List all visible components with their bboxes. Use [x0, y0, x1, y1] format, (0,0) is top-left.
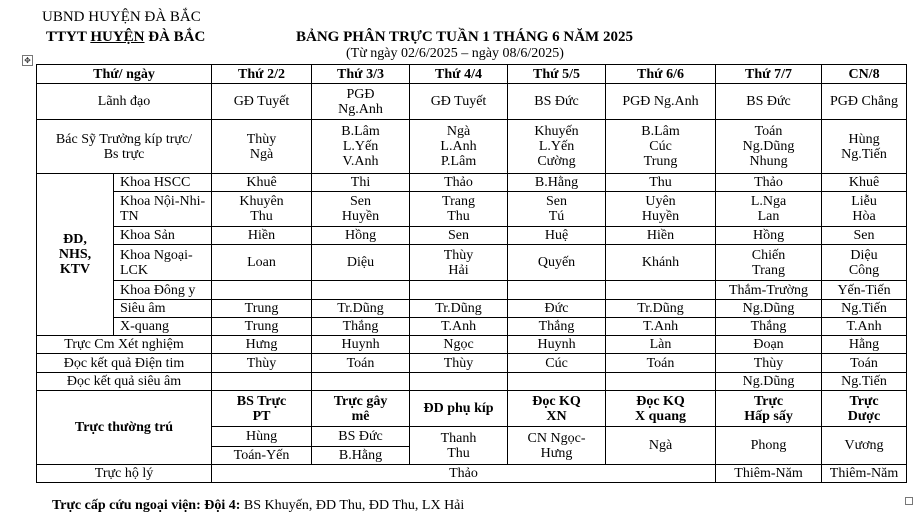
leadership-cell — [508, 84, 606, 120]
nursing-cell-line: T.Anh — [642, 319, 679, 334]
doc-kq-xn-cell — [508, 427, 606, 465]
nursing-cell — [508, 300, 606, 318]
leadership-cell-line: Ng.Anh — [338, 101, 383, 117]
resident-header — [716, 391, 822, 427]
nursing-cell — [822, 281, 907, 300]
nursing-cell — [212, 300, 312, 318]
nursing-cell-line: Ng.Dũng — [742, 301, 795, 316]
doctors-cell-line: Toán — [754, 124, 783, 139]
nursing-cell-line: Tú — [548, 209, 565, 224]
nursing-cell-line: Sen — [448, 228, 470, 243]
leadership-cell — [822, 84, 907, 120]
service-cell: Toán — [312, 354, 410, 373]
nursing-cell — [312, 174, 410, 192]
org-name-line2 — [46, 29, 205, 45]
nursing-cell-line: Thảo — [444, 175, 473, 190]
nursing-cell — [822, 318, 907, 336]
doctors-cell — [410, 120, 508, 174]
nursing-cell — [716, 318, 822, 336]
nursing-cell — [822, 300, 907, 318]
dd-phu-kip-cell-line: Thu — [447, 445, 470, 461]
nursing-cell-line: Hồng — [752, 228, 785, 243]
doctors-cell-line: P.Lâm — [440, 154, 477, 169]
service-cell: Hưng — [212, 336, 312, 354]
doctors-label-line: Bác Sỹ Trưởng kíp trực/ — [55, 131, 193, 147]
doctors-cell-line: Thùy — [246, 131, 277, 147]
nursing-cell-line: Diệu — [850, 247, 878, 263]
nursing-cell — [822, 245, 907, 281]
nursing-cell — [410, 245, 508, 281]
hap-say-cell: Phong — [716, 427, 822, 465]
nursing-cell-line: Hiền — [646, 228, 675, 243]
doctors-cell-line: Ng.Tiến — [841, 146, 887, 162]
nursing-group-label-line: KTV — [59, 262, 91, 277]
resident-header-line: ĐD phụ kíp — [423, 401, 494, 416]
nursing-cell-line: Công — [848, 262, 880, 278]
nursing-cell — [508, 281, 606, 300]
department-label — [114, 174, 212, 192]
resident-header-line: Trực gây — [333, 393, 388, 409]
bs-truc-pt-cell: Hùng — [212, 427, 312, 447]
doctors-cell-line: B.Lâm — [341, 124, 380, 139]
day-header: CN/8 — [822, 65, 907, 84]
nursing-cell-line: Sen — [853, 228, 875, 243]
day-header: Thứ 7/7 — [716, 65, 822, 84]
resident-header-line: Trực — [753, 393, 784, 409]
leadership-cell-line: PGĐ Chẳng — [829, 94, 899, 109]
nursing-cell — [606, 227, 716, 245]
nursing-cell — [716, 281, 822, 300]
nursing-cell — [508, 192, 606, 227]
nursing-cell — [312, 281, 410, 300]
table-resize-handle[interactable] — [905, 497, 913, 505]
resident-header — [410, 391, 508, 427]
resident-header-line: Trực — [849, 393, 879, 409]
nursing-cell-line: Đức — [544, 301, 569, 316]
nursing-cell-line: Uyên — [645, 194, 676, 209]
nursing-cell-line: Ng.Tiến — [841, 301, 887, 316]
department-label — [114, 245, 212, 281]
service-cell: Thùy — [212, 354, 312, 373]
resident-header-line: PT — [252, 408, 271, 424]
doctors-label — [37, 120, 212, 174]
leadership-cell — [312, 84, 410, 120]
resident-header-line: Đọc KQ — [636, 393, 685, 409]
nursing-cell — [212, 174, 312, 192]
doctors-cell-line: Cường — [537, 154, 576, 169]
org-prefix: TTYT — [46, 29, 91, 45]
nursing-cell — [508, 245, 606, 281]
footer-label: Trực cấp cứu ngoại viện: Đội 4: — [52, 498, 241, 513]
department-label — [114, 318, 212, 336]
nursing-cell-line: Khuyên — [239, 194, 284, 209]
day-header: Thứ 2/2 — [212, 65, 312, 84]
nursing-cell-line: Diệu — [346, 255, 375, 270]
nursing-cell-line: Sen — [350, 194, 372, 209]
resident-header-line: BS Trực — [236, 393, 287, 409]
service-cell — [410, 373, 508, 391]
nursing-cell-line: Tr.Dũng — [337, 301, 384, 316]
resident-header-line: Đọc KQ — [532, 393, 581, 409]
doctors-cell-line: B.Lâm — [641, 124, 680, 139]
nursing-cell-line: Thu — [447, 209, 470, 224]
caregiver-sat-cell: Thiêm-Năm — [716, 465, 822, 483]
nursing-cell-line: Tr.Dũng — [637, 301, 684, 316]
leadership-cell — [410, 84, 508, 120]
doctors-cell-line: L.Yến — [342, 139, 379, 154]
nursing-cell-line: Khuê — [848, 175, 880, 190]
service-cell: Đoạn — [716, 336, 822, 354]
nursing-cell — [508, 174, 606, 192]
nursing-cell-line: Thắm-Trường — [729, 282, 809, 298]
service-cell: Ng.Tiến — [822, 373, 907, 391]
service-cell: Huynh — [508, 336, 606, 354]
nursing-cell — [410, 281, 508, 300]
doctors-cell-line: Hùng — [848, 131, 880, 147]
doctors-cell — [212, 120, 312, 174]
day-header: Thứ 4/4 — [410, 65, 508, 84]
days-header-label: Thứ/ ngày — [37, 65, 212, 84]
resident-header-line: Hấp sấy — [744, 408, 793, 424]
nursing-group-label-line: NHS, — [58, 247, 92, 262]
nursing-cell — [508, 227, 606, 245]
day-header: Thứ 3/3 — [312, 65, 410, 84]
service-label: Đọc kết quả Điện tim — [37, 354, 212, 373]
nursing-cell — [212, 245, 312, 281]
nursing-cell — [410, 174, 508, 192]
nursing-cell-line: Khánh — [641, 255, 680, 270]
nursing-cell — [822, 192, 907, 227]
leadership-cell — [606, 84, 716, 120]
org-underlined: HUYỆN — [90, 29, 145, 45]
service-cell: Ng.Dũng — [716, 373, 822, 391]
caregiver-weekday-cell: Thảo — [212, 465, 716, 483]
service-cell: Thùy — [716, 354, 822, 373]
nursing-cell — [212, 281, 312, 300]
nursing-cell — [822, 227, 907, 245]
footer-emergency-team — [52, 498, 464, 514]
nursing-cell-line: Hòa — [852, 209, 876, 224]
nursing-cell — [716, 192, 822, 227]
resident-header — [508, 391, 606, 427]
bs-truc-pt-cell: Toán-Yến — [212, 447, 312, 465]
nursing-cell — [822, 174, 907, 192]
service-cell — [312, 373, 410, 391]
nursing-cell-line: T.Anh — [440, 319, 477, 334]
leadership-cell-line: PGĐ — [346, 86, 375, 102]
leadership-cell — [212, 84, 312, 120]
duty-schedule-table — [36, 64, 907, 483]
doctors-cell-line: Trung — [643, 154, 678, 169]
nursing-cell — [312, 318, 410, 336]
service-cell: Thùy — [410, 354, 508, 373]
department-label-line: Khoa Sản — [120, 228, 175, 243]
leadership-cell-line: BS Đức — [746, 94, 791, 109]
nursing-group-label — [37, 174, 114, 336]
nursing-cell-line: Thi — [350, 175, 371, 190]
leadership-cell-line: GĐ Tuyết — [233, 94, 290, 109]
nursing-cell-line: Hồng — [344, 228, 377, 243]
nursing-cell-line: Thu — [250, 209, 273, 224]
service-cell — [212, 373, 312, 391]
nursing-cell — [212, 318, 312, 336]
nursing-cell — [606, 300, 716, 318]
leadership-cell — [716, 84, 822, 120]
department-label-line: Siêu âm — [120, 301, 166, 316]
department-label-line: Khoa HSCC — [120, 175, 191, 190]
nursing-cell — [312, 245, 410, 281]
leadership-cell-line: GĐ Tuyết — [430, 94, 487, 109]
doctors-cell — [508, 120, 606, 174]
doctors-cell-line: L.Anh — [440, 139, 477, 154]
nursing-cell-line: T.Anh — [846, 319, 882, 334]
nursing-cell — [606, 174, 716, 192]
nursing-cell — [716, 174, 822, 192]
doctors-cell — [312, 120, 410, 174]
doctors-cell — [716, 120, 822, 174]
service-cell: Cúc — [508, 354, 606, 373]
nursing-cell-line: Thu — [649, 175, 672, 190]
department-label-line: Khoa Nội-Nhi- — [120, 194, 206, 209]
leadership-cell-line: BS Đức — [534, 94, 579, 109]
schedule-title: BẢNG PHÂN TRỰC TUẦN 1 THÁNG 6 NĂM 2025 — [296, 29, 633, 45]
service-cell: Toán — [606, 354, 716, 373]
nursing-cell-line: L.Nga — [750, 194, 787, 209]
service-cell — [606, 373, 716, 391]
table-move-handle-icon[interactable]: ✥ — [22, 55, 33, 66]
resident-label: Trực thường trú — [37, 391, 212, 465]
duoc-cell: Vương — [822, 427, 907, 465]
nursing-cell-line: Thùy — [443, 247, 474, 263]
nursing-cell-line: Huyền — [341, 209, 380, 224]
nursing-cell-line: Trung — [244, 319, 279, 334]
footer-members: BS Khuyến, ĐD Thu, ĐD Thu, LX Hải — [240, 498, 465, 513]
nursing-cell — [312, 300, 410, 318]
service-cell: Làn — [606, 336, 716, 354]
resident-header-line: Dược — [847, 408, 881, 424]
nursing-cell-line: Trung — [244, 301, 279, 316]
day-header: Thứ 5/5 — [508, 65, 606, 84]
doctors-cell-line: Khuyến — [534, 124, 579, 139]
nursing-cell — [606, 318, 716, 336]
nursing-cell — [410, 300, 508, 318]
doc-kq-xn-cell-line: Hưng — [540, 445, 573, 461]
doctors-cell — [822, 120, 907, 174]
doctors-label-line: Bs trực — [103, 146, 145, 162]
service-label: Trực Cm Xét nghiệm — [37, 336, 212, 354]
nursing-cell-line: Huyền — [641, 209, 680, 224]
doctors-cell-line: Ngà — [249, 146, 274, 162]
nursing-cell — [212, 227, 312, 245]
caregiver-label: Trực hộ lý — [37, 465, 212, 483]
nursing-cell-line: Quyến — [537, 255, 576, 270]
resident-header-line: mê — [351, 408, 370, 424]
org-suffix: ĐÀ BẮC — [144, 29, 206, 45]
resident-header — [822, 391, 907, 427]
nursing-cell-line: Thắng — [538, 319, 575, 334]
nursing-group-label-line: ĐD, — [63, 232, 87, 247]
nursing-cell-line: Loan — [247, 255, 276, 270]
doctors-cell-line: Ng.Dũng — [742, 139, 795, 154]
org-name-line1: UBND HUYỆN ĐÀ BẮC — [42, 9, 201, 25]
department-label — [114, 192, 212, 227]
truc-gay-me-cell: B.Hằng — [312, 447, 410, 465]
doctors-cell-line: L.Yến — [538, 139, 575, 154]
service-cell — [508, 373, 606, 391]
caregiver-sun-cell: Thiêm-Năm — [822, 465, 907, 483]
truc-gay-me-cell: BS Đức — [312, 427, 410, 447]
nursing-cell — [606, 192, 716, 227]
dd-phu-kip-cell — [410, 427, 508, 465]
nursing-cell — [716, 245, 822, 281]
leadership-cell-line: PGĐ Ng.Anh — [622, 94, 699, 109]
day-header: Thứ 6/6 — [606, 65, 716, 84]
nursing-cell-line: Trang — [752, 262, 785, 278]
nursing-cell-line: Sen — [546, 194, 568, 209]
department-label-line: Khoa Đông y — [120, 282, 196, 298]
nursing-cell-line: Yến-Tiến — [837, 282, 891, 298]
nursing-cell-line: Lan — [757, 209, 780, 224]
nursing-cell-line: Huệ — [544, 228, 569, 243]
doctors-cell-line: Ngà — [446, 124, 471, 139]
doc-kq-xquang-cell: Ngà — [606, 427, 716, 465]
service-cell: Huynh — [312, 336, 410, 354]
nursing-cell — [716, 300, 822, 318]
leadership-label: Lãnh đạo — [37, 84, 212, 120]
nursing-cell-line: Chiến — [751, 247, 786, 263]
resident-header-line: XN — [546, 408, 567, 424]
nursing-cell — [212, 192, 312, 227]
department-label — [114, 300, 212, 318]
doctors-cell-line: Cúc — [649, 139, 672, 154]
nursing-cell — [312, 227, 410, 245]
resident-header — [212, 391, 312, 427]
nursing-cell-line: Trang — [442, 194, 475, 209]
department-label-line: TN — [120, 209, 139, 224]
doctors-cell-line: Nhung — [749, 154, 788, 169]
nursing-cell — [312, 192, 410, 227]
department-label — [114, 227, 212, 245]
service-label: Đọc kết quả siêu âm — [37, 373, 212, 391]
department-label-line: X-quang — [120, 319, 169, 334]
department-label — [114, 281, 212, 300]
service-cell: Ngọc — [410, 336, 508, 354]
nursing-cell — [606, 245, 716, 281]
department-label-line: LCK — [120, 262, 148, 278]
resident-header — [312, 391, 410, 427]
nursing-cell-line: Liễu — [851, 194, 877, 209]
resident-header-line: X quang — [635, 408, 686, 424]
nursing-cell — [508, 318, 606, 336]
service-cell: Hằng — [822, 336, 907, 354]
doc-kq-xn-cell-line: CN Ngọc- — [527, 430, 586, 446]
nursing-cell — [410, 318, 508, 336]
doctors-cell-line: V.Anh — [342, 154, 379, 169]
resident-header — [606, 391, 716, 427]
service-cell: Toán — [822, 354, 907, 373]
nursing-cell-line: Khuê — [246, 175, 277, 190]
nursing-cell — [410, 227, 508, 245]
nursing-cell-line: Thảo — [754, 175, 783, 190]
nursing-cell-line: B.Hằng — [534, 175, 579, 190]
nursing-cell-line: Thắng — [342, 319, 379, 334]
department-label-line: Khoa Ngoại- — [120, 247, 193, 263]
dd-phu-kip-cell-line: Thanh — [440, 430, 477, 446]
nursing-cell — [410, 192, 508, 227]
doctors-cell — [606, 120, 716, 174]
nursing-cell-line: Hiền — [247, 228, 276, 243]
nursing-cell-line: Thắng — [750, 319, 787, 334]
nursing-cell — [606, 281, 716, 300]
nursing-cell-line: Hải — [448, 262, 469, 278]
nursing-cell-line: Tr.Dũng — [435, 301, 482, 316]
schedule-date-range: (Từ ngày 02/6/2025 – ngày 08/6/2025) — [346, 46, 564, 61]
nursing-cell — [716, 227, 822, 245]
